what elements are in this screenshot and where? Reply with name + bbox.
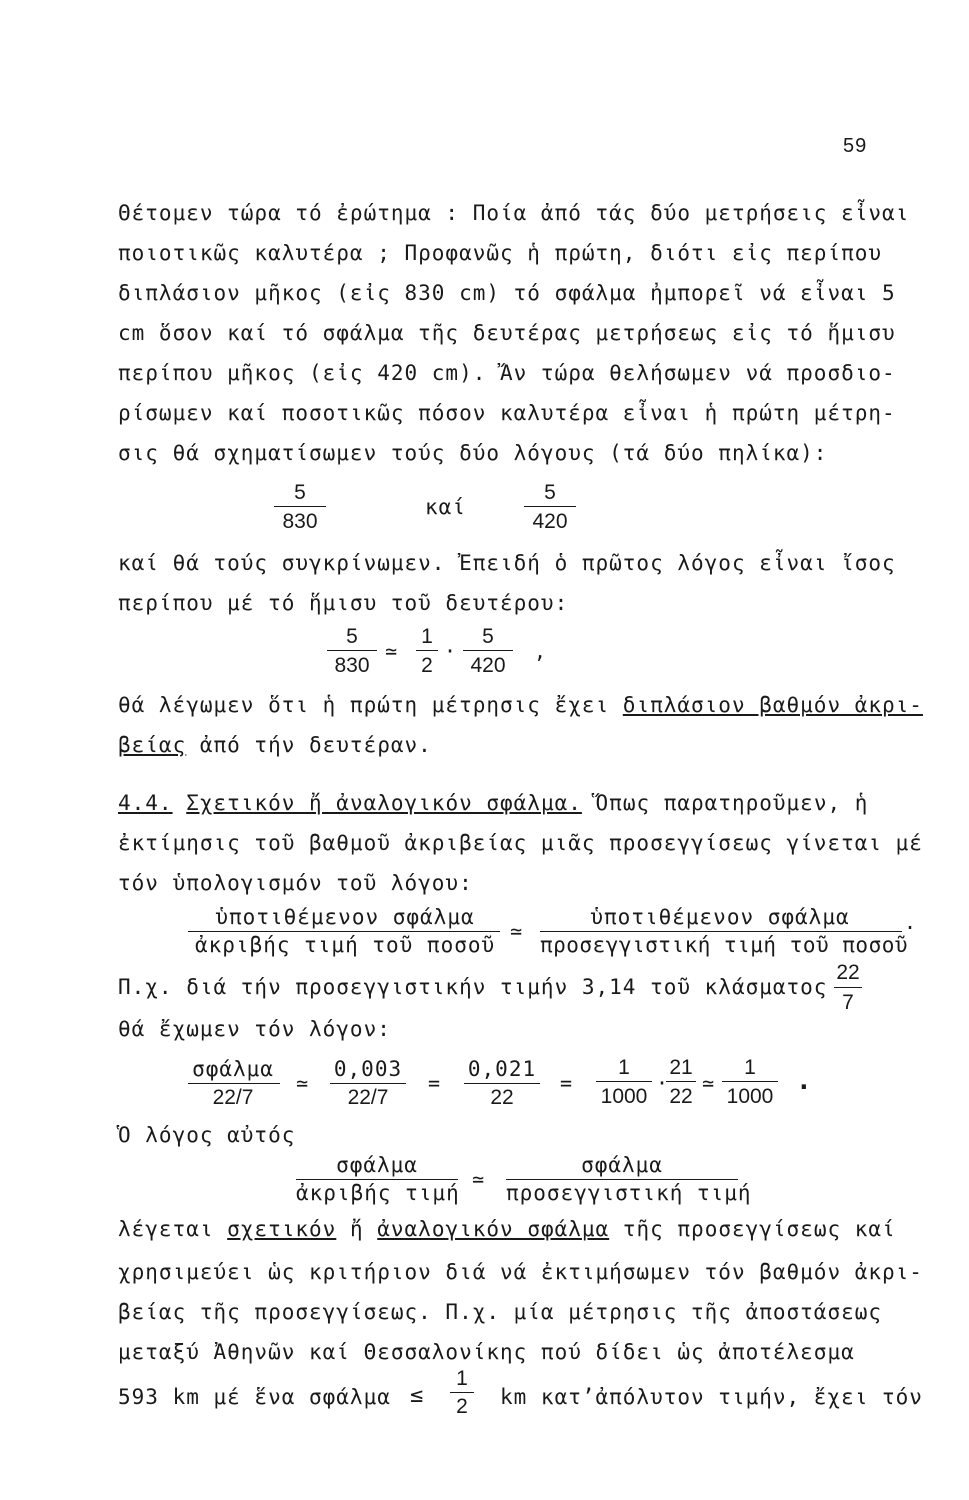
fraction-denominator: προσεγγιστική τιμή τοῦ ποσοῦ [540, 933, 909, 957]
text-line-22b: km κατ’ἀπόλυτον τιμήν, ἔχει τόν [500, 1385, 923, 1409]
fraction-bar [274, 506, 326, 507]
fraction-bar [506, 1179, 738, 1180]
fraction-numerator: σφάλμα [192, 1057, 274, 1081]
less-or-equal-sign: ≤ [410, 1383, 424, 1408]
fraction-numerator: 5 [544, 481, 556, 504]
text-segment: λέγεται [118, 1217, 228, 1241]
text-line-21: μεταξύ Ἀθηνῶν καί Θεσσαλονίκης πού δίδει ὡς ἀποτέλεσμα [118, 1340, 855, 1364]
text-segment: θά λέγωμεν ὅτι ἡ πρώτη μέτρησις ἔχει [118, 693, 623, 717]
fraction-bar [596, 1081, 652, 1082]
fraction-bar [722, 1081, 778, 1082]
term-relative: σχετικόν [227, 1217, 337, 1241]
text-line-2: ποιοτικῶς καλυτέρα ; Προφανῶς ἡ πρώτη, διότι εἰς περίπου [118, 241, 883, 265]
text-segment: ἀπό τήν δευτέραν. [186, 733, 432, 757]
fraction-numerator: ὑποτιθέμενον σφάλμα [590, 905, 850, 929]
fraction-numerator: 22 [836, 961, 860, 984]
text-line-8: καί θά τούς συγκρίνωμεν. Ἐπειδή ὁ πρῶτος λόγος εἶναι ἴσος [118, 551, 896, 575]
fraction-denominator: ἀκριβής τιμή τοῦ ποσοῦ [195, 933, 496, 957]
fraction-numerator: 5 [346, 625, 358, 648]
approx-sign: ≃ [296, 1071, 309, 1095]
approx-sign: ≃ [385, 639, 398, 663]
fraction-bar [330, 1083, 406, 1084]
text-line-4: cm ὅσον καί τό σφάλμα τῆς δευτέρας μετρήσεως εἰς τό ἥμισυ [118, 321, 896, 345]
approx-sign: ≃ [702, 1071, 715, 1095]
fraction-bar [464, 1083, 540, 1084]
text-segment: τῆς προσεγγίσεως καί [609, 1217, 896, 1241]
text-line-17: Ὁ λόγος αὐτός [118, 1123, 296, 1147]
section-heading-line [118, 793, 868, 814]
fraction-bar [463, 650, 513, 651]
fraction-numerator: 1 [744, 1056, 756, 1079]
text-line-1: Θέτομεν τώρα τό ἐρώτημα : Ποία ἀπό τάς δύο μετρήσεις εἶναι [118, 201, 910, 225]
fraction-denominator: 2 [421, 654, 433, 677]
equals-sign: = [428, 1071, 441, 1095]
approx-sign: ≃ [510, 919, 523, 943]
text-line-10 [118, 695, 923, 716]
fraction-denominator: προσεγγιστική τιμή [506, 1181, 752, 1205]
fraction-bar [524, 506, 576, 507]
fraction-numerator: 5 [294, 481, 306, 504]
fraction-denominator: 830 [282, 510, 318, 533]
fraction-bar [327, 650, 377, 651]
text-line-13: ἐκτίμησις τοῦ βαθμοῦ ἀκριβείας μιᾶς προσεγγίσεως γίνεται μέ [118, 831, 923, 855]
text-line-14: τόν ὑπολογισμόν τοῦ λόγου: [118, 871, 473, 895]
fraction-bar [666, 1081, 696, 1082]
fraction-denominator: 420 [470, 654, 506, 677]
text-line-11 [118, 735, 432, 756]
comma: , [534, 639, 547, 663]
fraction-denominator: 22 [669, 1085, 693, 1108]
text-segment: ἤ [336, 1217, 378, 1241]
text-line-7: σις θά σχηματίσωμεν τούς δύο λόγους (τά δύο πηλίκα): [118, 441, 828, 465]
fraction-numerator: 1 [421, 625, 433, 648]
equals-sign: = [560, 1071, 573, 1095]
fraction-bar [416, 650, 438, 651]
period: . [796, 1066, 812, 1096]
text-line-19: χρησιμεύει ὡς κριτήριον διά νά ἐκτιμήσωμεν τόν βαθμόν ἀκρι- [118, 1260, 923, 1284]
fraction-numerator: 0,003 [333, 1057, 403, 1081]
text-line-9: περίπου μέ τό ἥμισυ τοῦ δευτέρου: [118, 591, 569, 615]
section-title: Σχετικόν ἤ ἀναλογικόν σφάλμα. [186, 791, 582, 815]
fraction-numerator: 1 [618, 1056, 630, 1079]
fraction-denominator: 2 [456, 1395, 468, 1418]
text-line-16: θά ἔχωμεν τόν λόγον: [118, 1017, 391, 1041]
fraction-numerator: 5 [482, 625, 494, 648]
underlined-phrase: βείας [118, 733, 187, 757]
page-number: 59 [843, 135, 868, 157]
fraction-denominator: 420 [532, 510, 568, 533]
text-line-20: βείας τῆς προσεγγίσεως. Π.χ. μία μέτρησις τῆς ἀποστάσεως [118, 1300, 883, 1324]
fraction-denominator: 1000 [726, 1085, 774, 1108]
text-line-3: διπλάσιον μῆκος (εἰς 830 cm) τό σφάλμα ἠμπορεῖ νά εἶναι 5 [118, 281, 896, 305]
period: . [904, 910, 917, 934]
text-line-5: περίπου μῆκος (εἰς 420 cm). Ἄν τώρα θελήσωμεν νά προσδιο- [118, 361, 896, 385]
fraction-numerator: σφάλμα [581, 1153, 663, 1177]
fraction-bar [296, 1179, 458, 1180]
fraction-numerator: 21 [669, 1056, 693, 1079]
fraction-bar [834, 987, 862, 988]
fraction-denominator: 22 [490, 1086, 514, 1109]
fraction-denominator: 7 [842, 991, 854, 1014]
fraction-numerator: 1 [456, 1367, 468, 1390]
multiplication-dot: · [444, 639, 457, 663]
underlined-phrase: διπλάσιον βαθμόν ἀκρι- [622, 693, 923, 717]
multiplication-dot: · [656, 1071, 669, 1095]
fraction-denominator: 1000 [600, 1085, 648, 1108]
text-line-6: ρίσωμεν καί ποσοτικῶς πόσον καλυτέρα εἶναι ἡ πρώτη μέτρη- [118, 401, 896, 425]
fraction-bar [450, 1392, 474, 1393]
term-proportional-error: ἀναλογικόν σφάλμα [377, 1217, 610, 1241]
conjunction-and: καί [425, 495, 466, 519]
fraction-numerator: ὑποτιθέμενον σφάλμα [215, 905, 475, 929]
text-line-22a: 593 km μέ ἕνα σφάλμα [118, 1385, 391, 1409]
fraction-numerator: σφάλμα [336, 1153, 418, 1177]
text-segment: Ὅπως παρατηροῦμεν, ἡ [581, 791, 869, 815]
text-line-15: Π.χ. διά τήν προσεγγιστικήν τιμήν 3,14 τοῦ κλάσματος [118, 975, 828, 999]
approx-sign: ≃ [472, 1167, 485, 1191]
section-number: 4.4. [118, 791, 173, 815]
fraction-bar [188, 931, 500, 932]
fraction-denominator: ἀκριβής τιμή [296, 1181, 460, 1205]
fraction-denominator: 830 [334, 654, 370, 677]
fraction-denominator: 22/7 [212, 1086, 254, 1109]
fraction-bar [188, 1083, 280, 1084]
fraction-denominator: 22/7 [347, 1086, 389, 1109]
text-line-18 [118, 1219, 896, 1240]
fraction-bar [540, 931, 902, 932]
fraction-numerator: 0,021 [467, 1057, 537, 1081]
